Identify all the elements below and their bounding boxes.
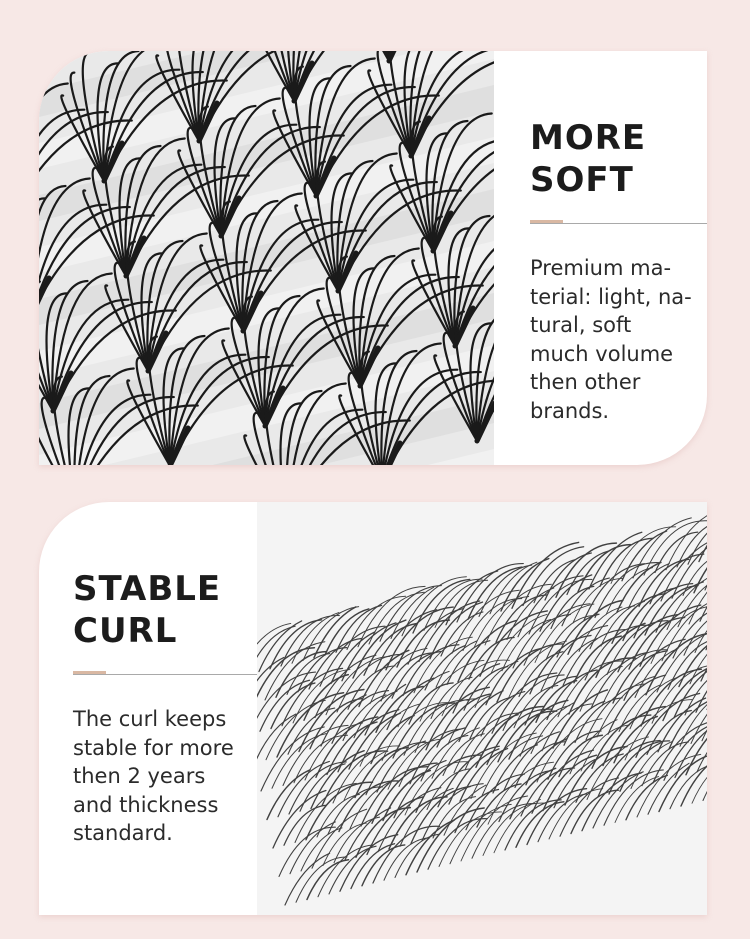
desc-line: tural, soft [530, 313, 632, 337]
divider [73, 674, 257, 675]
fan-lash-image [39, 51, 494, 465]
title-line: STABLE [73, 569, 222, 609]
desc-line: brands. [530, 398, 610, 423]
desc-line: Premium ma- [530, 256, 672, 280]
section-description [73, 705, 253, 848]
curl-lash-image [257, 502, 707, 915]
desc-line: The curl keeps [73, 707, 227, 731]
section-title [73, 568, 221, 652]
divider [530, 223, 707, 224]
desc-line: standard. [73, 821, 173, 845]
fan-lash-photo [39, 51, 494, 465]
title-line: SOFT [530, 160, 634, 200]
desc-line: then 2 years [73, 764, 206, 788]
title-line: CURL [73, 611, 178, 651]
curl-lash-photo [257, 502, 707, 915]
title-line: MORE [530, 118, 647, 158]
desc-line: terial: light, na- [530, 284, 692, 309]
stable-curl-card [39, 502, 707, 915]
desc-line: much volume [530, 341, 674, 366]
section-title [530, 117, 646, 201]
more-soft-card [39, 51, 707, 465]
section-description [530, 254, 695, 425]
desc-line: then other [530, 370, 641, 394]
desc-line: stable for more [73, 735, 234, 760]
desc-line: and thickness [73, 792, 219, 817]
